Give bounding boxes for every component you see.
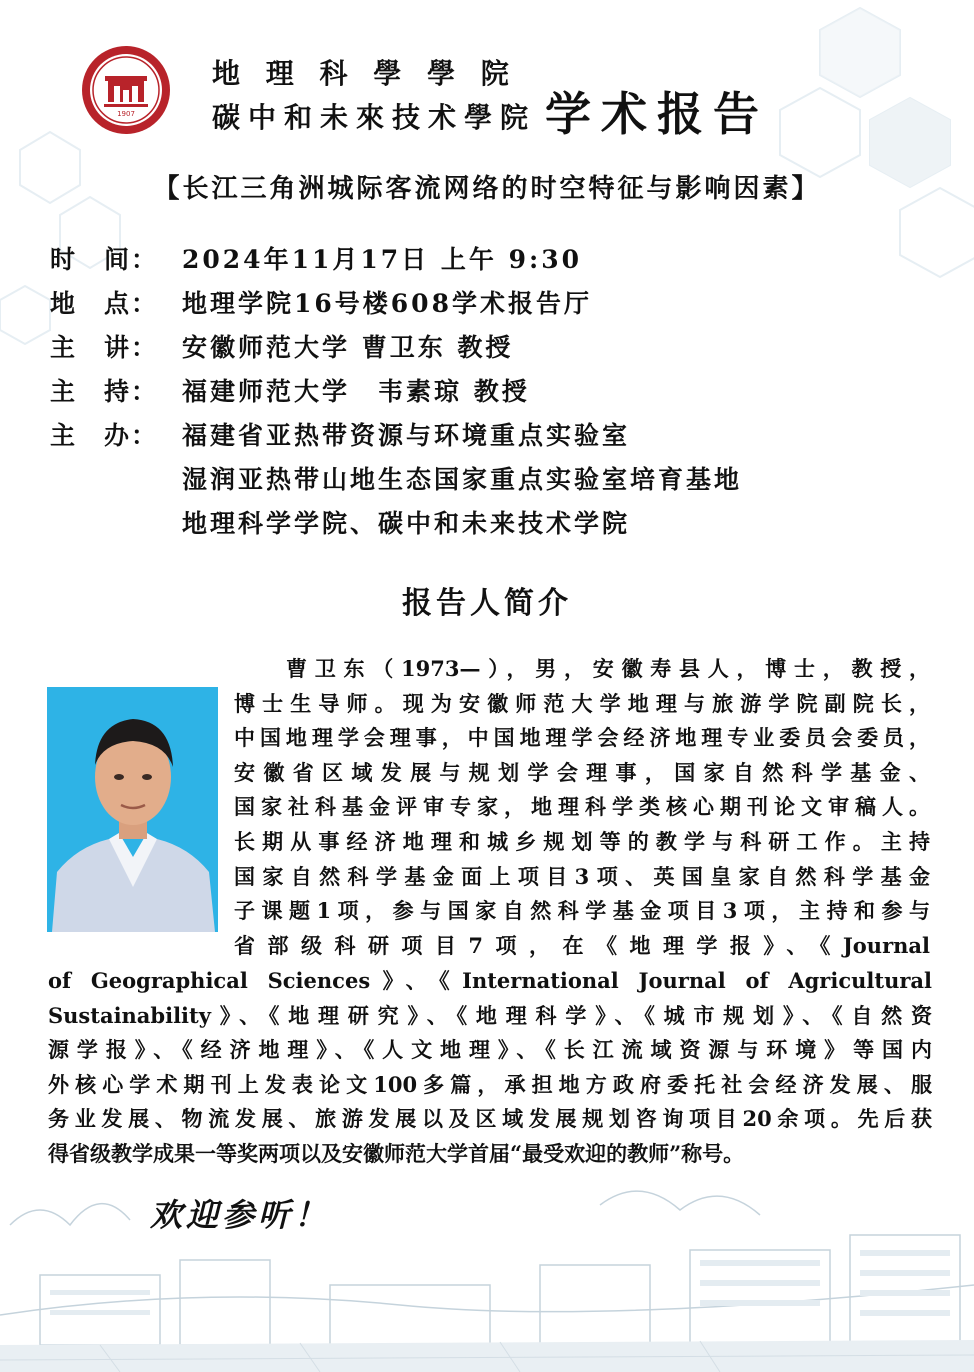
info-row-speaker bbox=[50, 324, 742, 368]
college-names bbox=[212, 52, 536, 140]
info-label: 时 间： bbox=[50, 245, 159, 274]
info-value: 地理学院16号楼608学术报告厅 bbox=[182, 289, 592, 318]
info-row-location bbox=[50, 280, 742, 324]
bio-line: 安徽省区域发展与规划学会理事，国家自然科学基金、 bbox=[234, 759, 930, 785]
bio-line: 省部级科研项目7项，在《地理学报》、《Journal bbox=[234, 932, 930, 958]
speaker-bio-upper bbox=[234, 652, 930, 963]
info-row-organizer bbox=[50, 412, 742, 456]
bio-line: 中国地理学会理事，中国地理学会经济地理专业委员会委员， bbox=[234, 725, 930, 751]
speaker-bio-lower bbox=[48, 964, 932, 1172]
bio-line: 得省级教学成果一等奖两项以及安徽师范大学首届“最受欢迎的教师”称号。 bbox=[48, 1140, 745, 1166]
info-label: 主 办： bbox=[50, 421, 159, 450]
info-label: 主 讲： bbox=[50, 333, 159, 362]
bio-line: Sustainability》、《地理研究》、《地理科学》、《城市规划》、《自然资 bbox=[48, 1002, 932, 1028]
bio-line: 国家社科基金评审专家，地理科学类核心期刊论文审稿人。 bbox=[234, 794, 930, 820]
bio-line: 博士生导师。现为安徽师范大学地理与旅游学院副院长， bbox=[234, 690, 930, 716]
bio-line: of Geographical Sciences》、《International Journal of Agricultural bbox=[48, 968, 932, 993]
info-row-organizer-2 bbox=[50, 456, 742, 500]
bio-line: 子课题1项，参与国家自然科学基金项目3项，主持和参与 bbox=[234, 898, 930, 924]
bio-line: 曹卫东（1973—），男，安徽寿县人，博士，教授， bbox=[286, 656, 930, 681]
speaker-photo bbox=[47, 687, 218, 932]
bio-line: 长期从事经济地理和城乡规划等的教学与科研工作。主持 bbox=[234, 828, 930, 854]
report-title: 学术报告 bbox=[545, 87, 769, 141]
info-label: 主 持： bbox=[50, 377, 159, 406]
bio-line: 务业发展、物流发展、旅游发展以及区域发展规划咨询项目20余项。先后获 bbox=[48, 1106, 932, 1132]
event-info bbox=[50, 236, 742, 544]
bio-line: 外核心学术期刊上发表论文100多篇，承担地方政府委托社会经济发展、服 bbox=[48, 1071, 932, 1097]
college-name-1: 地 理 科 學 學 院 bbox=[212, 57, 517, 90]
info-value: 福建省亚热带资源与环境重点实验室 bbox=[182, 421, 631, 450]
campus-sketch bbox=[0, 1165, 974, 1372]
speaker-intro-title: 报告人简介 bbox=[402, 586, 572, 621]
info-value: 安徽师范大学 曹卫东 教授 bbox=[182, 333, 514, 362]
info-row-host bbox=[50, 368, 742, 412]
seal-year: 1907 bbox=[117, 110, 135, 118]
bio-line: 源学报》、《经济地理》、《人文地理》、《长江流域资源与环境》等国内 bbox=[48, 1037, 932, 1063]
info-row-time bbox=[50, 236, 742, 280]
info-value: 湿润亚热带山地生态国家重点实验室培育基地 bbox=[182, 465, 743, 494]
info-value: 地理科学学院、碳中和未来技术学院 bbox=[182, 509, 631, 538]
welcome-message: 欢迎参听！ bbox=[150, 1196, 331, 1234]
info-row-organizer-3 bbox=[50, 500, 742, 544]
info-label: 地 点： bbox=[50, 289, 159, 318]
college-name-2: 碳中和未來技术學院 bbox=[212, 101, 537, 134]
info-value: 2024年11月17日 上午 9:30 bbox=[182, 245, 582, 274]
bio-line: 国家自然科学基金面上项目3项、英国皇家自然科学基金 bbox=[234, 863, 930, 889]
lecture-topic: 【长江三角洲城际客流网络的时空特征与影响因素】 bbox=[153, 174, 821, 204]
university-seal-icon bbox=[80, 44, 172, 136]
info-value: 福建师范大学 韦素琼 教授 bbox=[182, 377, 530, 406]
